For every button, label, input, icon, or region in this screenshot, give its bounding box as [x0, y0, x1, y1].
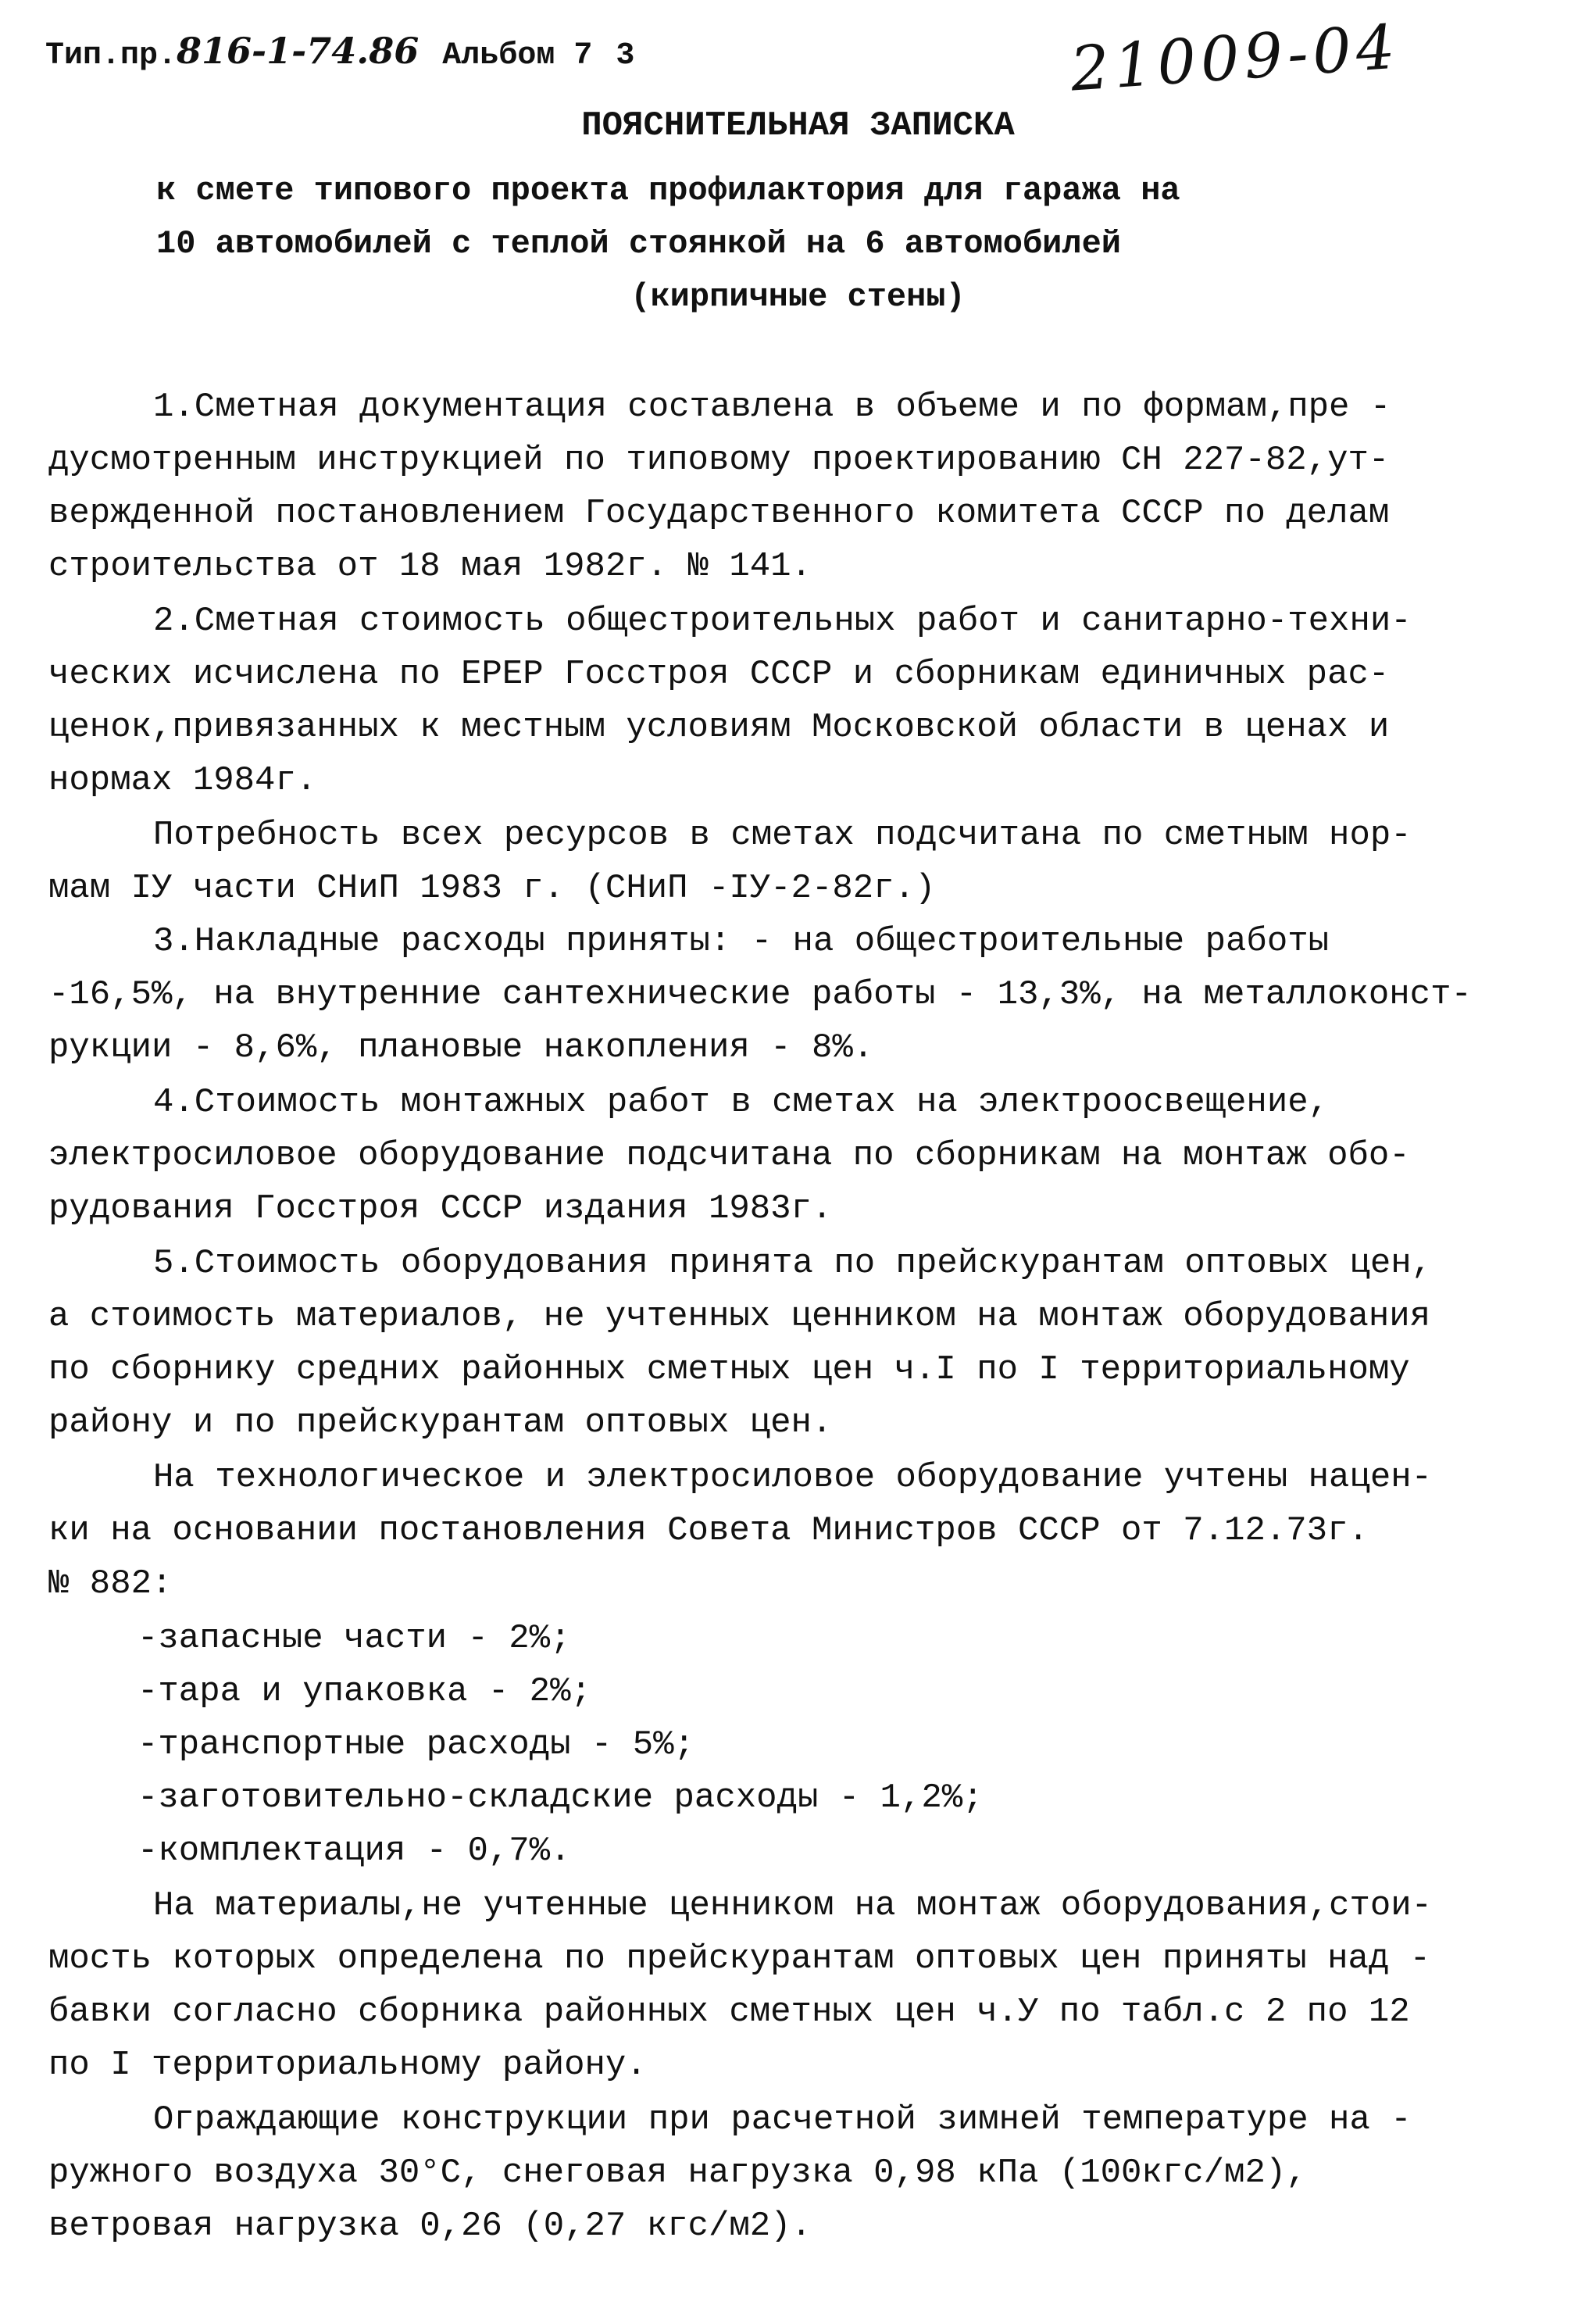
text-line: 5.Стоимость оборудования принята по прейскурантам оптовых цен, [153, 1244, 1433, 1283]
header-line [45, 30, 634, 73]
album-label: Альбом 7 [442, 38, 593, 73]
text-line: ветровая нагрузка 0,26 (0,27 кгс/м2). [48, 2207, 812, 2246]
text-line: электросиловое оборудование подсчитана по сборникам на монтаж обо- [48, 1136, 1410, 1175]
list-item: -запасные части - 2%; [137, 1619, 571, 1658]
text-line: рукции - 8,6%, плановые накопления - 8%. [48, 1028, 874, 1067]
text-line: 2.Сметная стоимость общестроительных работ и санитарно-техни- [153, 602, 1412, 641]
text-line: вержденной постановлением Государственного комитета СССР по делам [48, 494, 1390, 533]
text-line: ки на основании постановления Совета Министров СССР от 7.12.73г. [48, 1511, 1369, 1550]
text-line: Ограждающие конструкции при расчетной зимней температуре на - [153, 2100, 1412, 2139]
text-line: району и по прейскурантам оптовых цен. [48, 1403, 833, 1442]
text-line: ческих исчислена по ЕРЕР Госстроя СССР и сборникам единичных рас- [48, 655, 1390, 694]
text-line: ценок,привязанных к местным условиям Московской области в ценах и [48, 708, 1390, 747]
text-line: Потребность всех ресурсов в сметах подсчитана по сметным нор- [153, 816, 1412, 855]
text-line: строительства от 18 мая 1982г. № 141. [48, 547, 812, 586]
list-item: -транспортные расходы - 5%; [137, 1725, 694, 1764]
text-line: мам IУ части СНиП 1983 г. (СНиП -IУ-2-82г.) [48, 869, 936, 908]
text-line: 3.Накладные расходы приняты: - на общестроительные работы [153, 922, 1330, 961]
subtitle-line-2: 10 автомобилей с теплой стоянкой на 6 автомобилей [156, 225, 1122, 263]
project-code: 816-1-74.86 [177, 30, 420, 72]
text-line: На технологическое и электросиловое оборудование учтены нацен- [153, 1458, 1433, 1497]
text-line: -16,5%, на внутренние сантехнические работы - 13,3%, на металлоконст- [48, 975, 1472, 1014]
text-line: по I территориальному району. [48, 2046, 647, 2085]
header-prefix: Тип.пр. [45, 38, 177, 73]
text-line: 4.Стоимость монтажных работ в сметах на электроосвещение, [153, 1083, 1330, 1122]
list-item: -заготовительно-складские расходы - 1,2%; [137, 1778, 984, 1817]
text-line: по сборнику средних районных сметных цен ч.I по I территориальному [48, 1350, 1410, 1389]
text-line: 1.Сметная документация составлена в объеме и по формам,пре - [153, 388, 1391, 427]
text-line: а стоимость материалов, не учтенных ценником на монтаж оборудования [48, 1297, 1431, 1336]
subtitle-line-1: к смете типового проекта профилактория для гаража на [156, 172, 1180, 209]
text-line: На материалы,не учтенные ценником на монтаж оборудования,стои- [153, 1886, 1433, 1925]
list-item: -тара и упаковка - 2%; [137, 1672, 591, 1711]
subtitle-line-3: (кирпичные стены) [630, 278, 966, 316]
text-line: дусмотренным инструкцией по типовому проектированию СН 227-82,ут- [48, 441, 1390, 480]
text-line: нормах 1984г. [48, 761, 317, 800]
text-line: № 882: [48, 1564, 173, 1603]
handwritten-stamp: 21009-04 [1068, 12, 1402, 105]
text-line: ружного воздуха 30°С, снеговая нагрузка 0,98 кПа (100кгс/м2), [48, 2153, 1307, 2193]
text-line: бавки согласно сборника районных сметных цен ч.У по табл.с 2 по 12 [48, 1992, 1410, 2032]
text-line: мость которых определена по прейскурантам оптовых цен приняты над - [48, 1939, 1431, 1978]
text-line: рудования Госстроя СССР издания 1983г. [48, 1189, 833, 1228]
list-item: -комплектация - 0,7%. [137, 1832, 571, 1871]
page-number: 3 [616, 38, 635, 73]
document-title: ПОЯСНИТЕЛЬНАЯ ЗАПИСКА [581, 106, 1015, 145]
